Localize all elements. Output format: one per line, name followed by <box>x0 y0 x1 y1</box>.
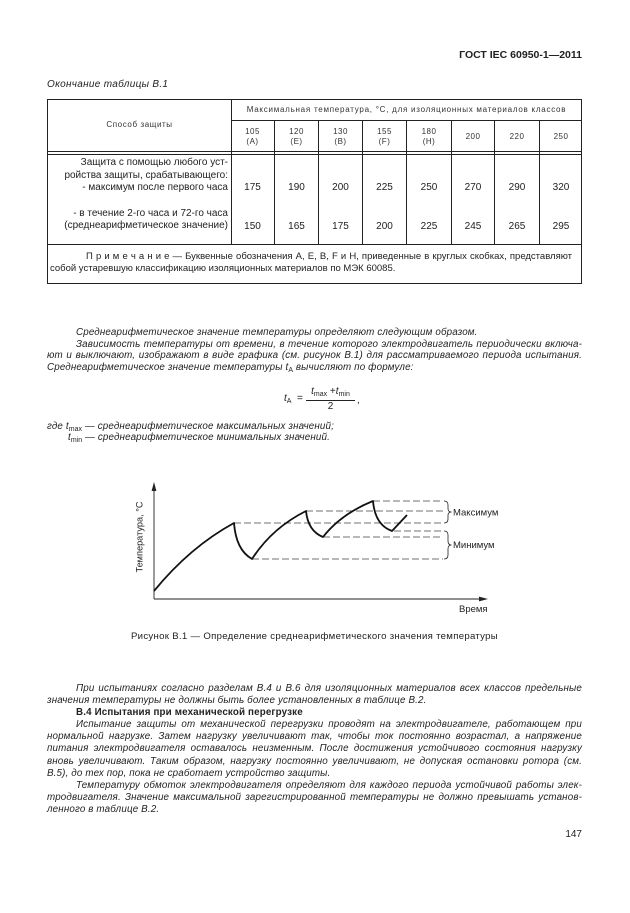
note-text: — Буквенные обозначения A, E, B, F и H, приведенные в круглых скобках, представляют <box>169 251 572 262</box>
value-cell: 225 <box>376 182 393 193</box>
class-temp: 120 <box>289 127 304 136</box>
intro-paragraph <box>47 327 582 376</box>
line-text: — среднеарифметическое минимальных значений. <box>82 432 330 443</box>
body-line: значения температуры не должны быть более установленных в таблице В.2. <box>47 695 427 707</box>
document-code-header: ГОСТ IEC 60950-1—2011 <box>459 49 582 61</box>
variable-t: t <box>285 361 289 373</box>
body-line: Температуру обмоток электродвигателя определяют для каждого периода устойчивой работы элек- <box>76 779 582 791</box>
minimum-label: Минимум <box>453 540 495 551</box>
fraction-numerator <box>306 386 355 401</box>
formula-fraction <box>306 386 355 412</box>
temperature-limits-table <box>47 99 582 284</box>
class-letter: (E) <box>290 137 303 146</box>
x-axis-arrow-icon <box>479 597 488 602</box>
label-line: - в течение 2-го часа и 72-го часа <box>73 207 228 219</box>
class-letter: (F) <box>378 137 391 146</box>
reference-lines <box>234 501 443 559</box>
temperature-curve <box>154 501 407 591</box>
value-cell: 290 <box>508 182 526 193</box>
line-text: Среднеарифметическое значение температуры <box>47 361 286 373</box>
body-line: Зависимость температуры от времени, в течение которого электродвигатель периодически включа- <box>76 338 582 350</box>
table-note-line: собой устаревшую классификацию изоляционных материалов по МЭК 60085. <box>50 263 396 274</box>
section-heading: В.4 Испытания при механической перегрузке <box>76 707 303 719</box>
label-line: ройства защиты, срабатывающего: <box>64 169 228 181</box>
plus-sign: + <box>327 386 336 397</box>
body-line: ленного в таблице В.2. <box>47 803 160 815</box>
value-cell: 200 <box>376 221 393 232</box>
table-divider <box>48 244 581 245</box>
class-header-220 <box>495 122 539 152</box>
variable-t: t <box>68 432 71 443</box>
maximum-label: Максимум <box>453 507 499 519</box>
body-line <box>47 362 582 377</box>
class-letter: (H) <box>422 137 436 146</box>
variable-t: t <box>65 421 69 432</box>
value-cell: 265 <box>508 221 526 232</box>
value-cell: 150 <box>244 221 261 232</box>
line-text: где <box>47 421 66 432</box>
subscript: max <box>68 426 83 433</box>
class-temp: 105 <box>245 127 260 136</box>
label-line: - максимум после первого часа <box>82 182 228 193</box>
class-temp: 220 <box>509 132 525 141</box>
fraction-denominator: 2 <box>327 401 334 412</box>
variable-t: t <box>284 393 287 404</box>
method-column-header: Способ защиты <box>106 120 173 129</box>
note-label: П р и м е ч а н и е <box>86 251 170 262</box>
maximum-brace-icon <box>444 501 452 523</box>
x-axis-label: Время <box>459 604 488 615</box>
class-temp: 180 <box>421 127 437 136</box>
body-line: питания электродвигателя оставалось неизменным. После достижения устойчивого состояния нагрузку <box>47 743 582 755</box>
body-line: вновь увеличивают. Таким образом, нагрузку постоянно увеличивают, не допуская остановки ротора (см. <box>47 755 582 767</box>
protection-method-label <box>48 208 228 233</box>
class-temp: 130 <box>333 127 348 136</box>
protection-method-label <box>48 157 228 195</box>
class-header-155 <box>363 122 406 152</box>
line-text: вычисляют по формуле: <box>293 361 414 373</box>
body-line: тродвигателя. Значение максимальной зарегистрированной температуры не должно превышать установ- <box>47 791 582 803</box>
value-cell: 250 <box>420 182 438 193</box>
value-cell: 175 <box>244 182 261 193</box>
temperature-time-figure <box>120 470 520 620</box>
class-letter: (A) <box>246 137 259 146</box>
value-cell: 270 <box>464 182 482 193</box>
minimum-brace-icon <box>444 531 452 559</box>
value-cell: 295 <box>552 221 570 232</box>
body-line: ют и выключают, изображают в виде графика (см. рисунок В.1) для рассматриваемого периода испытания. <box>47 350 582 361</box>
label-line: Защита с помощью любого уст- <box>80 157 228 168</box>
definition-line <box>68 432 330 447</box>
subscript: A <box>286 398 292 405</box>
table-divider <box>48 154 581 155</box>
class-temp: 200 <box>465 132 481 141</box>
formula-equals: = <box>297 393 303 404</box>
value-cell: 225 <box>420 221 438 232</box>
formula-comma: , <box>357 395 360 406</box>
section-text <box>47 683 582 816</box>
class-header-200 <box>452 122 494 152</box>
variable-t: t <box>311 386 314 397</box>
figure-caption: Рисунок В.1 — Определение среднеарифметического значения температуры <box>130 631 499 642</box>
body-line: При испытаниях согласно разделам В.4 и В.6 для изоляционных материалов всех классов предельные <box>76 683 582 694</box>
body-line: нормальной нагрузке. Затем нагрузку увеличивают так, чтобы ток постоянно возрастал, а напряжение <box>47 731 582 743</box>
value-cell: 200 <box>332 182 349 193</box>
line-text: — среднеарифметическое максимальных значений; <box>82 421 334 432</box>
class-temp: 250 <box>553 132 569 141</box>
class-header-250 <box>540 122 582 152</box>
formula-lhs <box>284 393 291 408</box>
y-axis-label: Температура, °С <box>134 501 145 573</box>
value-cell: 175 <box>332 221 349 232</box>
column-group-header: Максимальная температура, °С, для изоляционных материалов классов <box>246 105 567 114</box>
subscript: min <box>70 437 83 444</box>
subscript: max <box>313 391 328 398</box>
variable-t: t <box>335 386 339 397</box>
class-header-130 <box>319 122 362 152</box>
value-cell: 245 <box>464 221 482 232</box>
subscript: A <box>288 366 294 374</box>
value-cell: 165 <box>288 221 305 232</box>
class-header-120 <box>275 122 318 152</box>
table-note <box>86 251 572 263</box>
page-number: 147 <box>565 829 582 840</box>
class-letter: (B) <box>334 137 347 146</box>
table-caption: Окончание таблицы В.1 <box>47 79 169 90</box>
subscript: min <box>338 391 350 398</box>
y-axis-arrow-icon <box>152 482 157 491</box>
body-line: Среднеарифметическое значение температуры определяют следующим образом. <box>76 327 478 338</box>
body-line: Испытание защиты от механической перегрузки проводят на электродвигателе, работающем при <box>76 719 582 731</box>
class-header-105 <box>231 122 274 152</box>
value-cell: 190 <box>288 182 305 193</box>
class-temp: 155 <box>377 127 392 136</box>
value-cell: 320 <box>552 182 570 193</box>
label-line: (среднеарифметическое значение) <box>64 220 228 231</box>
body-line: В.5), до тех пор, пока не сработает устройство защиты. <box>47 767 331 779</box>
class-header-180 <box>407 122 451 152</box>
